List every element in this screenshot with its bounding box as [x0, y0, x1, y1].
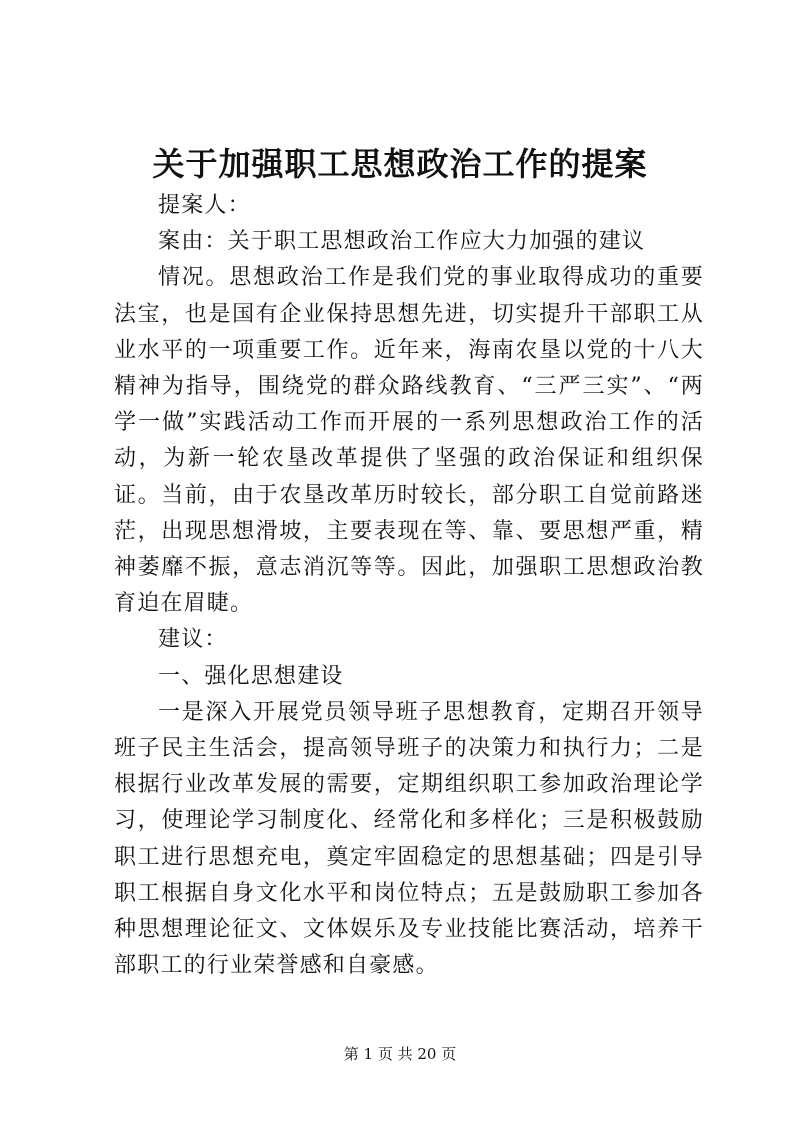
document-body [114, 188, 704, 984]
page-number: 第 1 页 共 20 页 [343, 1045, 457, 1063]
document-title: 关于加强职工思想政治工作的提案 [152, 145, 648, 183]
proposer-line: 提案人： [158, 193, 251, 218]
suggestion-heading: 建议： [158, 627, 228, 653]
subject-line: 案由：关于职工思想政治工作应大力加强的建议 [158, 229, 646, 255]
situation-paragraph: 情况。思想政治工作是我们党的事业取得成功的重要法宝，也是国有企业保持思想先进，切实提升干部职工从业水平的一项重要工作。近年来，海南农垦以党的十八大精神为指导，围绕党的群众路线教育、“三严三实”、“两学一做”实践活动工作而开展的一系列思想政治工作的活动，为新一轮农垦改革提供了坚强的政治保证和组织保证。当前，由于农垦改革历时较长，部分职工自觉前路迷茫，出现思想滑坡，主要表现在等、靠、要思想严重，精神萎靡不振，意志消沉等等。因此，加强职工思想政治教育迫在眉睫。 [114, 265, 704, 617]
section-heading-1: 一、强化思想建设 [158, 663, 344, 689]
section-paragraph-1: 一是深入开展党员领导班子思想教育，定期召开领导班子民主生活会，提高领导班子的决策力和执行力；二是根据行业改革发展的需要，定期组织职工参加政治理论学习，使理论学习制度化、经常化和多样化；三是积极鼓励职工进行思想充电，奠定牢固稳定的思想基础；四是引导职工根据自身文化水平和岗位特点；五是鼓励职工参加各种思想理论征文、文体娱乐及专业技能比赛活动，培养干部职工的行业荣誉感和自豪感。 [114, 699, 704, 979]
